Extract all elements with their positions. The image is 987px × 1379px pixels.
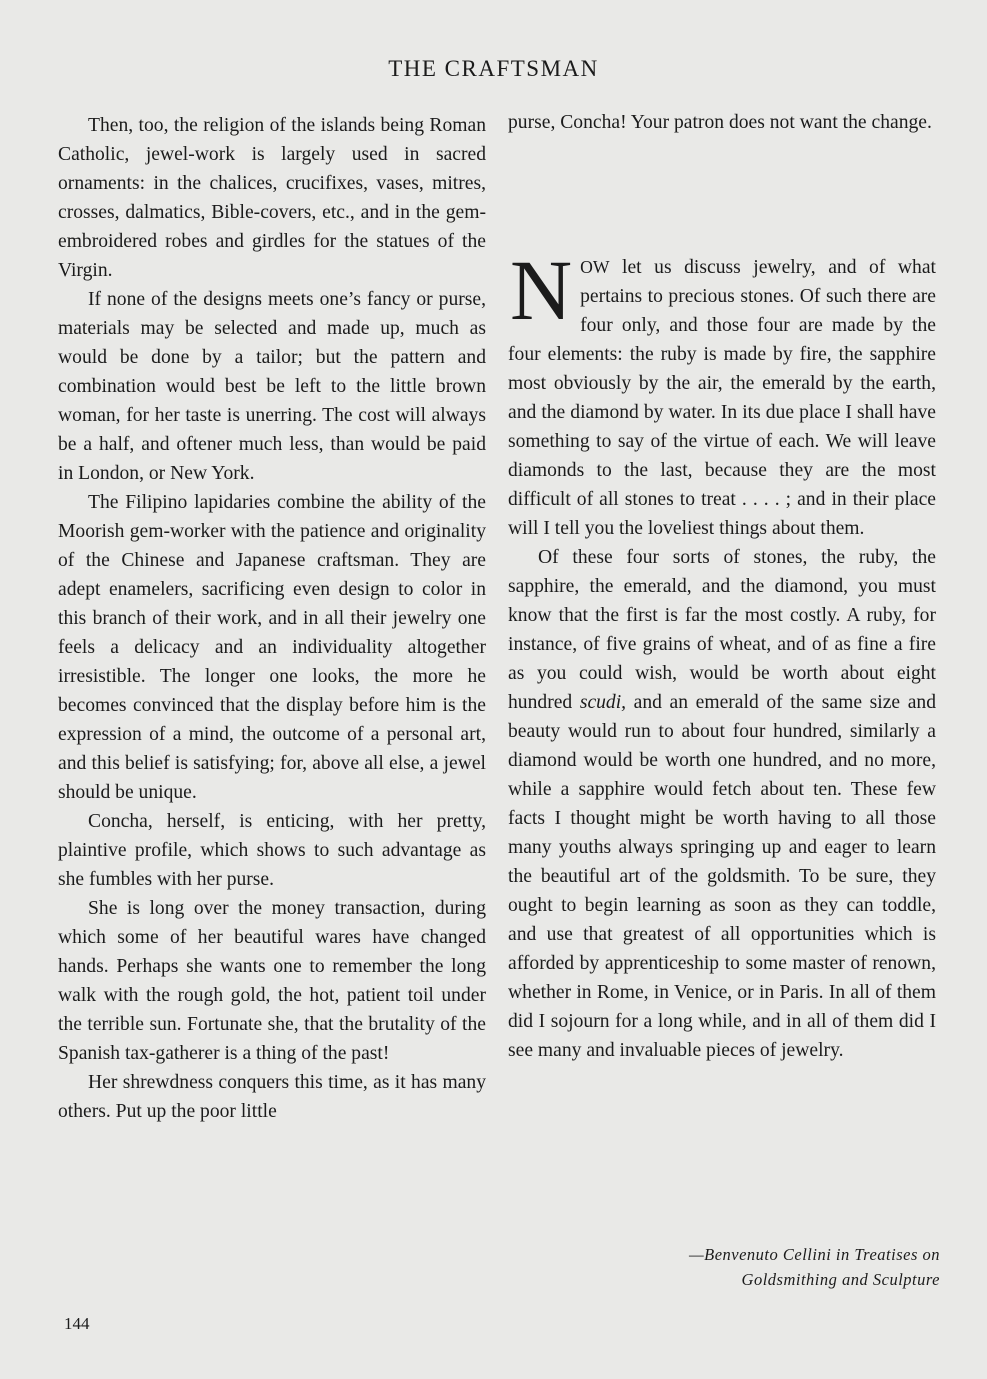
paragraph-four-stones [508,543,936,1065]
running-header: THE CRAFTSMAN [388,56,599,81]
paragraph-purse-continued: purse, Concha! Your patron does not want the change. [508,112,932,133]
lead-in-text: OW [580,257,610,277]
paragraph-text: let us discuss jewelry, and of what pertains to precious stones. Of such there are four only, and those four are made by the four elements: the ruby is made by fire, the sapphire most obviously by the air, the emerald by the earth, and the diamond by water. In its due place I shall have something to say of the virtue of each. We will leave diamonds to the last, because they are the most difficult of all stones to treat . . . . ; and in their place will I tell you the loveliest things about them. [508,257,936,539]
paragraph-shrewdness: Her shrewdness conquers this time, as it has many others. Put up the poor little [58,1072,486,1122]
attribution-line: —Benvenuto Cellini in Treatises on [688,1245,940,1264]
text-segment: and an emerald of the same size and beauty would run to about four hundred, similarly a diamond would be worth one hundred, and no more, while a sapphire would fetch about ten. These few facts I thought might be worth having to all those many youths always springing up and eager to learn the beautiful art of the goldsmith. To be sure, they ought to begin learning as soon as they can toddle, and use that greatest of all opportunities which is afforded by apprenticeship to some master of renown, whether in Rome, in Venice, or in Paris. In all of them did I sojourn for a long while, and in all of them did I see many and invaluable pieces of jewelry. [508,692,936,1061]
paragraph-religion: Then, too, the religion of the islands being Roman Catholic, jewel-work is largely used in sacred ornaments: in the chalices, crucifixes, vases, mitres, crosses, dalmatics, Bible-covers, etc., and in the gem-embroidered robes and girdles for the statues of the Virgin. [58,115,486,281]
paragraph-transaction: She is long over the money transaction, during which some of her beautiful wares have changed hands. Perhaps she wants one to remember the long walk with the rough gold, the hot, patient toil under the terrible sun. Fortunate she, that the brutality of the Spanish tax-gatherer is a thing of the past! [58,898,486,1064]
paragraph-cellini-intro [508,242,936,543]
right-column [508,108,936,1065]
text-segment: Of these four sorts of stones, the ruby, the sapphire, the emerald, and the diamond, you must know that the first is far the most costly. A ruby, for instance, of five grains of wheat, and of as fine a fire as you could wish, would be worth about eight hundred [508,547,936,713]
paragraph-lapidaries: The Filipino lapidaries combine the ability of the Moorish gem-worker with the patience and originality of the Chinese and Japanese craftsman. They are adept enamelers, sacrificing even design to color in this branch of their work, and in all their jewelry one feels a delicacy and an individuality altogether irresistible. The longer one looks, the more he becomes convinced that the display before him is the expression of a mind, the outcome of a personal art, and this belief is satisfying; for, above all else, a jewel should be unique. [58,492,486,803]
left-column [58,111,486,1126]
attribution-line: Goldsmithing and Sculpture [741,1270,940,1289]
paragraph-designs: If none of the designs meets one’s fancy or purse, materials may be selected and made up, much as would be done by a tailor; but the pattern and combination would best be left to the little brown woman, for her taste is unerring. The cost will always be a half, and oftener much less, than would be paid in London, or New York. [58,289,486,484]
drop-cap: N [510,242,573,338]
italic-term: scudi, [579,692,627,713]
paragraph-concha: Concha, herself, is enticing, with her pretty, plaintive profile, which shows to such advantage as she fumbles with her purse. [58,811,486,890]
page-number: 144 [64,1314,90,1333]
attribution [508,1242,940,1292]
